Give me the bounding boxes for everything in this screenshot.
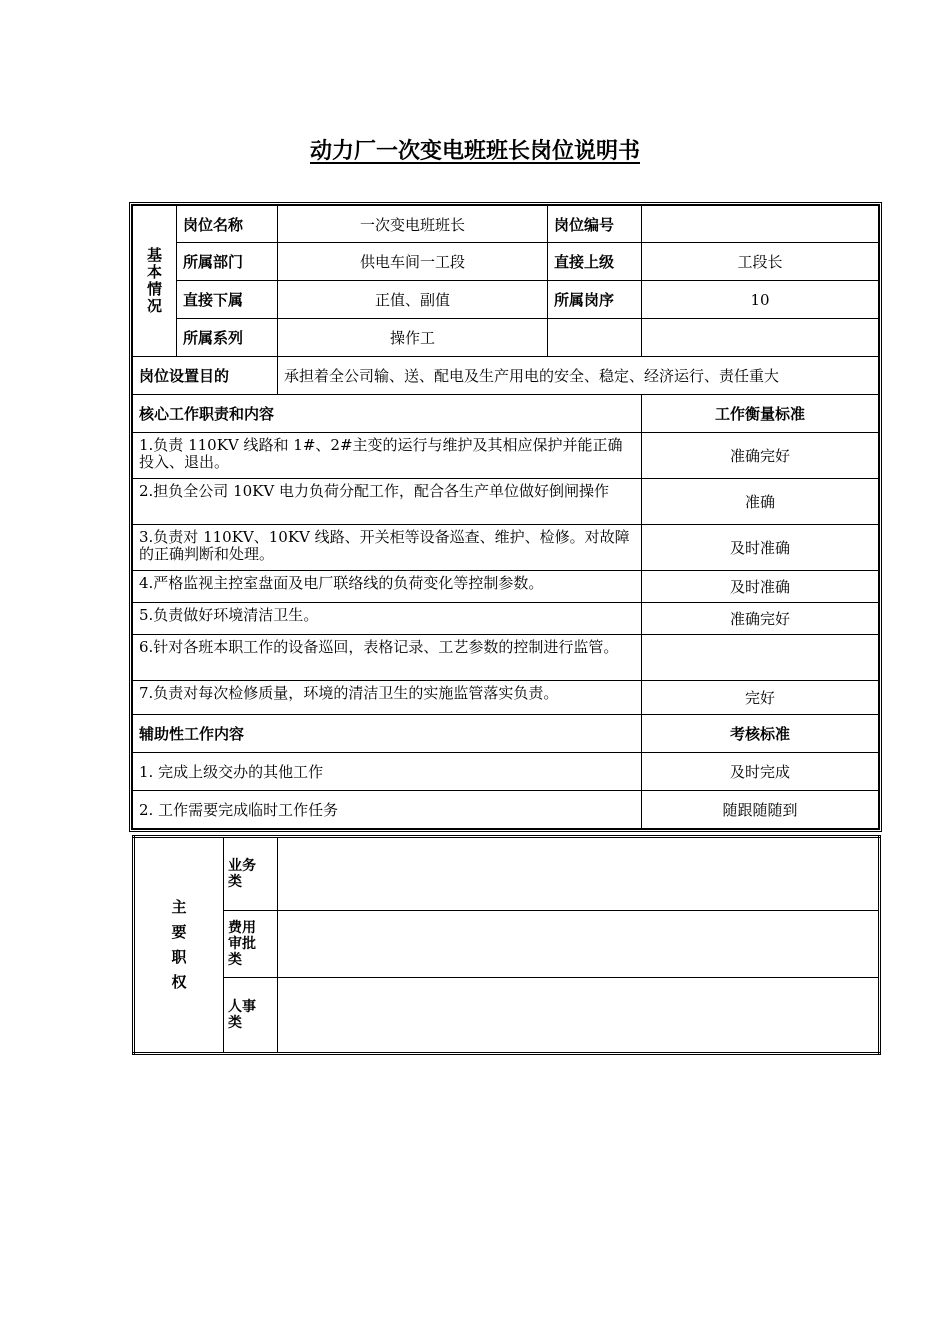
authority-label-expense: 费用 审批 类 xyxy=(224,911,278,978)
purpose-text: 承担着全公司输、送、配电及生产用电的安全、稳定、经济运行、责任重大 xyxy=(278,357,879,395)
aux-item: 2. 工作需要完成临时工作任务 xyxy=(133,791,642,829)
value-rank: 10 xyxy=(642,281,879,319)
aux-item-standard: 随跟随随到 xyxy=(642,791,879,829)
core-item: 6.针对各班本职工作的设备巡回，表格记录、工艺参数的控制进行监管。 xyxy=(133,635,642,681)
core-item-standard xyxy=(642,635,879,681)
core-item: 5.负责做好环境清洁卫生。 xyxy=(133,603,642,635)
core-item-row xyxy=(133,635,879,681)
core-item-standard: 完好 xyxy=(642,681,879,715)
core-item-row xyxy=(133,433,879,479)
label-rank: 所属岗序 xyxy=(548,281,642,319)
aux-header: 辅助性工作内容 xyxy=(133,715,642,753)
aux-header-row xyxy=(133,715,879,753)
authority-table xyxy=(132,835,881,1055)
purpose-row xyxy=(133,357,879,395)
core-item-row xyxy=(133,603,879,635)
value-subordinates: 正值、副值 xyxy=(278,281,548,319)
core-header-row xyxy=(133,395,879,433)
core-standard-header: 工作衡量标准 xyxy=(642,395,879,433)
label-series: 所属系列 xyxy=(177,319,278,357)
label-position-name: 岗位名称 xyxy=(177,206,278,243)
authority-content-business xyxy=(278,837,880,911)
value-empty xyxy=(642,319,879,357)
core-header: 核心工作职责和内容 xyxy=(133,395,642,433)
core-item-row xyxy=(133,571,879,603)
core-item-row xyxy=(133,525,879,571)
value-position-code xyxy=(642,206,879,243)
value-series: 操作工 xyxy=(278,319,548,357)
label-department: 所属部门 xyxy=(177,243,278,281)
basic-section-label: 基 本 情 况 xyxy=(133,206,177,357)
basic-row xyxy=(133,206,879,243)
authority-label-personnel: 人事 类 xyxy=(224,978,278,1054)
value-supervisor: 工段长 xyxy=(642,243,879,281)
aux-item: 1. 完成上级交办的其他工作 xyxy=(133,753,642,791)
value-department: 供电车间一工段 xyxy=(278,243,548,281)
authority-section-label: 主 要 职 权 xyxy=(134,837,224,1054)
label-position-code: 岗位编号 xyxy=(548,206,642,243)
basic-row xyxy=(133,319,879,357)
core-item: 7.负责对每次检修质量，环境的清洁卫生的实施监管落实负责。 xyxy=(133,681,642,715)
basic-row xyxy=(133,243,879,281)
label-empty xyxy=(548,319,642,357)
core-item: 3.负责对 110KV、10KV 线路、开关柜等设备巡查、维护、检修。对故障的正确判断和处理。 xyxy=(133,525,642,571)
core-item: 4.严格监视主控室盘面及电厂联络线的负荷变化等控制参数。 xyxy=(133,571,642,603)
authority-label-business: 业务 类 xyxy=(224,837,278,911)
authority-row xyxy=(134,837,880,911)
job-info-table xyxy=(132,205,879,829)
core-item-row xyxy=(133,479,879,525)
label-supervisor: 直接上级 xyxy=(548,243,642,281)
core-item-standard: 准确 xyxy=(642,479,879,525)
basic-row xyxy=(133,281,879,319)
core-item: 2.担负全公司 10KV 电力负荷分配工作，配合各生产单位做好倒闸操作 xyxy=(133,479,642,525)
authority-row xyxy=(134,911,880,978)
core-item-standard: 及时准确 xyxy=(642,525,879,571)
aux-standard-header: 考核标准 xyxy=(642,715,879,753)
authority-content-personnel xyxy=(278,978,880,1054)
core-item-standard: 准确完好 xyxy=(642,603,879,635)
value-position-name: 一次变电班班长 xyxy=(278,206,548,243)
authority-row xyxy=(134,978,880,1054)
core-item: 1.负责 110KV 线路和 1#、2#主变的运行与维护及其相应保护并能正确投入、退出。 xyxy=(133,433,642,479)
aux-item-row xyxy=(133,753,879,791)
core-item-row xyxy=(133,681,879,715)
core-item-standard: 准确完好 xyxy=(642,433,879,479)
aux-item-row xyxy=(133,791,879,829)
core-item-standard: 及时准确 xyxy=(642,571,879,603)
aux-item-standard: 及时完成 xyxy=(642,753,879,791)
label-subordinates: 直接下属 xyxy=(177,281,278,319)
page-title: 动力厂一次变电班班长岗位说明书 xyxy=(309,139,640,164)
authority-content-expense xyxy=(278,911,880,978)
purpose-label: 岗位设置目的 xyxy=(133,357,278,395)
